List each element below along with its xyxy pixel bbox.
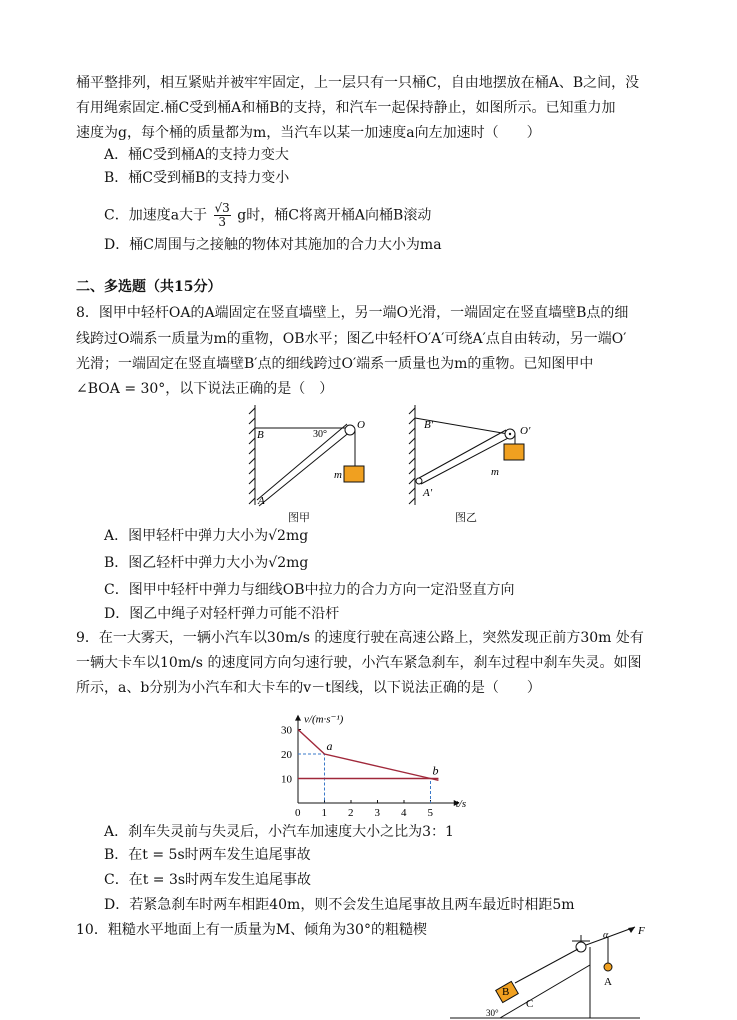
label-b: B′ — [424, 419, 434, 431]
x-tick-label: 4 — [401, 807, 407, 819]
label-angle: 30° — [313, 429, 327, 440]
q7-option-d[interactable]: D．桶C周围与之接触的物体对其施加的合力大小为ma — [104, 237, 442, 253]
q8-option-c[interactable]: C．图甲中轻杆中弹力与细线OB中拉力的合力方向一定沿竖直方向 — [104, 582, 515, 598]
rod-oa — [257, 424, 351, 506]
q7-option-c[interactable] — [104, 202, 431, 229]
label-o: O′ — [520, 425, 531, 437]
ball-a — [604, 963, 612, 971]
q8-option-d[interactable]: D．图乙中绳子对轻杆弹力可能不沿杆 — [104, 606, 340, 622]
y-axis-arrow — [295, 715, 301, 721]
q7-stem-line1: 桶平整排列，相互紧贴并被牢牢固定，上一层只有一只桶C，自由地摆放在桶A、B之间，没 — [76, 75, 640, 91]
q7-option-c-pre: C．加速度a大于 — [104, 207, 208, 224]
label-o: O — [357, 419, 365, 431]
q9-option-d[interactable]: D．若紧急刹车时两车相距40m，则不会发生追尾事故且两车最近时相距5m — [104, 897, 575, 913]
y-tick-label: 20 — [281, 749, 292, 761]
y-tick-label: 30 — [281, 724, 292, 737]
wall-hatch — [409, 405, 415, 505]
label-b: B — [257, 429, 264, 441]
q10-figure — [440, 925, 660, 1020]
guide-line — [298, 779, 431, 804]
q9-stem-line2: 一辆大卡车以10m/s 的速度同方向匀速行驶，小汽车紧急刹车，刹车过程中刹车失灵。如图 — [76, 655, 642, 671]
vt-chart — [270, 700, 480, 822]
figure-yi-caption: 图乙 — [455, 511, 477, 524]
fraction-numerator: √3 — [214, 201, 230, 215]
wall-hatch — [249, 405, 255, 505]
label-m: m — [491, 466, 499, 478]
pulley-o — [345, 425, 355, 435]
mass-block — [344, 466, 364, 482]
series-line-a — [298, 730, 438, 781]
y-tick-label: 10 — [281, 773, 292, 786]
q9-option-a[interactable]: A．刹车失灵前与失灵后，小汽车加速度大小之比为3：1 — [104, 824, 454, 840]
q7-stem-line3: 速度为g，每个桶的质量都为m，当汽车以某一加速度a向左加速时（ ） — [76, 125, 541, 141]
q7-stem-line2: 有用绳索固定.桶C受到桶A和桶B的支持，和汽车一起保持静止，如图所示。已知重力加 — [76, 100, 616, 116]
q8-stem-line2: 线跨过O端系一质量为m的重物，OB水平；图乙中轻杆O′A′可绕A′点自由转动，另一端O′ — [76, 331, 627, 347]
x-tick-label: 3 — [374, 807, 380, 819]
arrowhead — [628, 927, 635, 933]
x-axis-label: t/s — [455, 798, 467, 810]
label-alpha: α — [603, 930, 609, 941]
q9-option-b[interactable]: B．在t = 5s时两车发生追尾事故 — [104, 847, 311, 863]
q9-stem-line3: 所示，a、b分别为小汽车和大卡车的v－t图线，以下说法正确的是（ ） — [76, 680, 541, 696]
q7-option-a[interactable]: A．桶C受到桶A的支持力变大 — [104, 147, 289, 163]
point-label: a — [326, 739, 333, 753]
x-tick-label: 1 — [321, 807, 327, 819]
chart-marks — [298, 730, 439, 781]
q8-option-b[interactable]: B．图乙轻杆中弹力大小为√2mg — [104, 555, 309, 571]
point-label: b — [432, 763, 439, 778]
label-a: A — [604, 976, 612, 988]
figure-jia-caption: 图甲 — [288, 511, 310, 524]
label-angle: 30° — [486, 1008, 499, 1018]
q8-stem-line3: 光滑；一端固定在竖直墙壁B′点的细线跨过O′端系一质量也为m的重物。已知图甲中 — [76, 356, 594, 372]
label-f: F — [638, 925, 645, 937]
pulley — [576, 942, 586, 952]
q10-stem-line1: 10．粗糙水平地面上有一质量为M、倾角为30°的粗糙楔 — [76, 922, 427, 938]
label-b: B — [502, 986, 510, 998]
section-title: 二、多选题（共15分） — [76, 279, 222, 295]
q8-option-a[interactable]: A．图甲轻杆中弹力大小为√2mg — [104, 528, 309, 544]
x-tick-label: 2 — [348, 807, 354, 819]
q9-option-c[interactable]: C．在t = 3s时两车发生追尾事故 — [104, 872, 312, 888]
mass-block — [504, 444, 524, 460]
q8-stem-line1: 8．图甲中轻杆OA的A端固定在竖直墙壁上，另一端O光滑，一端固定在竖直墙壁B点的细 — [76, 305, 629, 321]
fraction-denominator: 3 — [218, 215, 226, 229]
label-a: A′ — [423, 487, 433, 499]
x-tick-label: 0 — [295, 807, 301, 819]
q9-stem-line1: 9．在一大雾天，一辆小汽车以30m/s 的速度行驶在高速公路上，突然发现正前方30m 处有 — [76, 630, 644, 646]
y-axis-label: v/(m·s⁻¹) — [304, 713, 344, 726]
fraction — [214, 202, 231, 229]
x-tick-label: 5 — [427, 807, 433, 819]
q7-option-c-post: g时，桶C将离开桶A向桶B滚动 — [237, 207, 432, 224]
label-m: m — [334, 469, 342, 481]
figure-jia — [240, 400, 380, 530]
q8-stem-line4: ∠BOA = 30°，以下说法正确的是（ ） — [76, 381, 334, 397]
label-c: C — [526, 998, 534, 1010]
q7-option-b[interactable]: B．桶C受到桶B的支持力变小 — [104, 170, 290, 186]
label-a: A — [258, 495, 265, 507]
hinge-a — [416, 478, 422, 484]
pulley-center — [509, 433, 511, 435]
